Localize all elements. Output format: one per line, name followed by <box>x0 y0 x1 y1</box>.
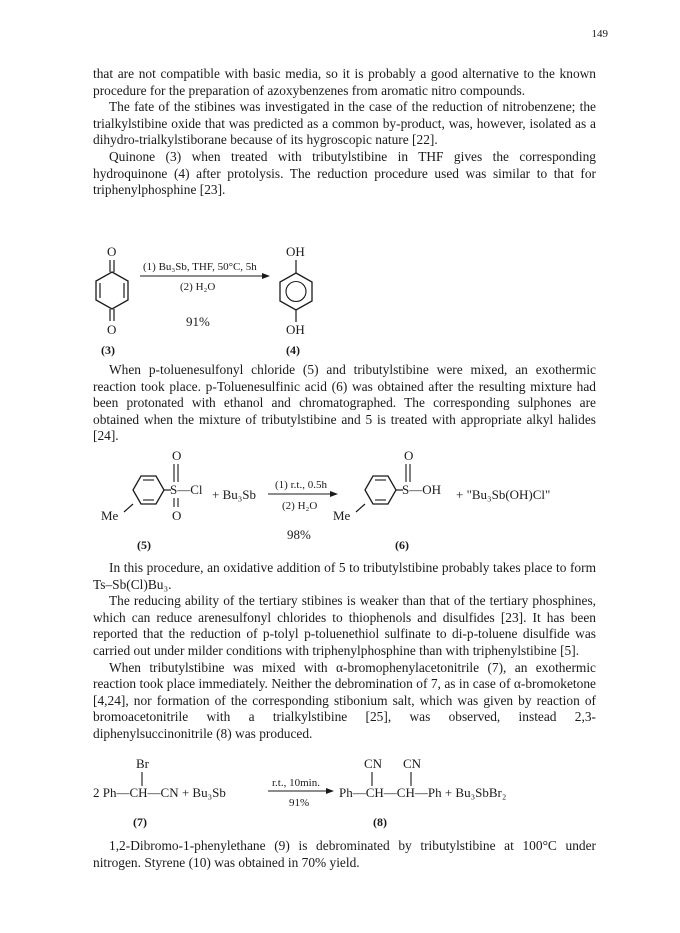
paragraph: In this procedure, an oxidative addition of 5 to tributylstibine probably takes place to form Ts–Sb(Cl)Bu₃. <box>93 560 596 592</box>
compound-label-7: (7) <box>133 815 147 829</box>
compound-label-3: (3) <box>101 343 115 357</box>
compound-label-6: (6) <box>395 538 409 552</box>
bromo-substituent: Br <box>136 756 149 771</box>
methyl-left: Me <box>101 508 119 523</box>
paragraph: The fate of the stibines was investigated in the case of the reduction of nitrobenzene; the trialkylstibine oxide that was predicted as a common by-product, was, however, isolated as a dihydro-trialkylstiborane because of its hygroscopic nature [22]. <box>93 99 596 148</box>
paragraph: The reducing ability of the tertiary stibines is weaker than that of the tertiary phosphines, which can reduce arenesulfonyl chlorides to thiophenols and disulfides [23]. It has been reported that the reduction of p-tolyl p-toluenethiol sulfinate to di-p-toluene disulfide was carried out under milder conditions with triphenylphosphine than with triphenylstibine [5]. <box>93 593 596 658</box>
product-equation: Ph—CH—CH—Ph + Bu₃SbBr₂ <box>339 785 507 800</box>
compound-label-8: (8) <box>373 815 387 829</box>
plus-tributylstibine: + Bu₃Sb <box>212 487 257 502</box>
reagent-step-1: (1) r.t., 0.5h <box>275 479 327 491</box>
paragraph: that are not compatible with basic media, so it is probably a good alternative to the known procedure for the preparation of azoxybenzenes from aromatic nitro compounds. <box>93 66 596 98</box>
reaction-yield: 98% <box>287 527 311 542</box>
paragraph: 1,2-Dibromo-1-phenylethane (9) is debrominated by tributylstibine at 100°C under nitrogen. Styrene (10) was obtained in 70% yield. <box>93 838 596 870</box>
nitrile-group-1: CN <box>364 756 383 771</box>
byproduct: + "Bu₃Sb(OH)Cl" <box>456 487 551 502</box>
paragraph: When p-toluenesulfonyl chloride (5) and tributylstibine were mixed, an exothermic reaction took place. p-Toluenesulfinic acid (6) was obtained after the resulting mixture had been protonated with ethanol and chromatographed. The corresponding sulphones are obtained when the mixture of tributylstibine and 5 is treated with appropriate alkyl halides [24]. <box>93 362 596 444</box>
hydroxyl-bottom: OH <box>286 322 305 337</box>
sulfonyl-o-bottom: O <box>172 508 182 523</box>
nitrile-group-2: CN <box>403 756 422 771</box>
carbonyl-o-top: O <box>107 244 117 259</box>
sulfonyl-chloride: S—Cl <box>170 482 203 497</box>
reaction-yield: 91% <box>186 314 210 329</box>
methyl-right: Me <box>333 508 351 523</box>
sulfonyl-o-top: O <box>172 448 182 463</box>
page-number: 149 <box>591 28 608 40</box>
text-section-4 <box>93 838 596 871</box>
sulfinic-acid-group: S—OH <box>402 482 442 497</box>
reactant-equation: 2 Ph—CH—CN + Bu₃Sb <box>93 785 226 800</box>
compound-label-4: (4) <box>286 343 300 357</box>
hydroxyl-top: OH <box>286 244 305 259</box>
reagent-step-2: (2) H₂O <box>282 500 318 512</box>
reaction-yield: 91% <box>289 797 310 809</box>
sulfinyl-o-top: O <box>404 448 414 463</box>
reagent-step-1: (1) Bu₃Sb, THF, 50°C, 5h <box>143 261 257 273</box>
carbonyl-o-bottom: O <box>107 322 117 337</box>
compound-label-5: (5) <box>137 538 151 552</box>
paragraph: Quinone (3) when treated with tributylstibine in THF gives the corresponding hydroquinone (4) after protolysis. The reduction procedure used was similar to that for triphenylphosphine [23]. <box>93 148 596 198</box>
paragraph: When tributylstibine was mixed with α-bromophenylacetonitrile (7), an exothermic reaction took place immediately. Neither the debromination of 7, as in case of α-bromoketone [4,24], nor formation of the corresponding stibonium salt, which was given by reaction of bromoacetonitrile with a trialkylstibine [25], was observed, instead 2,3-diphenylsuccinonitrile (8) was produced. <box>93 659 596 741</box>
reaction-conditions: r.t., 10min. <box>272 777 320 789</box>
reagent-step-2: (2) H₂O <box>180 281 216 293</box>
